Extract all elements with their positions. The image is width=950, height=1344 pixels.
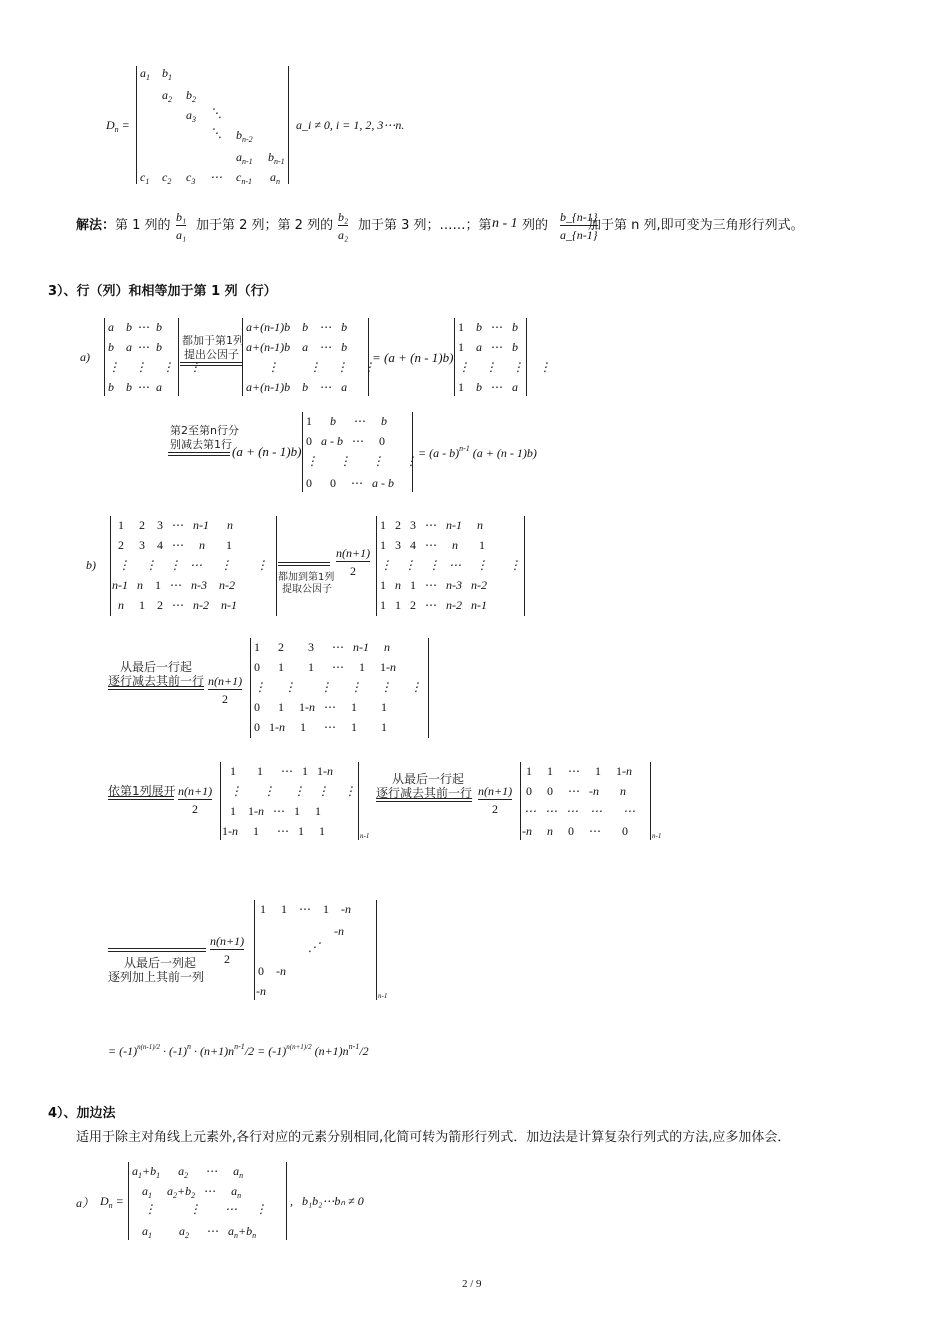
intro-c2: $c_2$ — [162, 170, 172, 186]
section4-desc: 适用于除主对角线上元素外,各行对应的元素分别相同,化简可转为箭形行列式．加边法是计算复杂行列式的方法,应多加体会． — [76, 1130, 791, 1145]
s4-d-label: $D_n$ = — [100, 1194, 124, 1210]
b-op4-top: 从最后一行起 — [392, 772, 465, 786]
b-op2-bot: 逐行减去其前一行 — [108, 674, 205, 688]
a-det1-r2: b a ⋯ b — [108, 340, 162, 354]
a-op2-arrow — [168, 452, 230, 456]
a-det4-right — [412, 412, 413, 492]
b-det4-right — [358, 762, 359, 840]
b-det4-r1: 1 1 ⋯ 1 1-n — [230, 764, 333, 778]
a-det1-r1: a b ⋯ b — [108, 320, 162, 334]
b-det6-sub: n-1 — [378, 992, 388, 1000]
b-det4-left — [220, 762, 221, 840]
s4-det-r3: ⋮ ⋮ ⋯ ⋮ — [144, 1202, 267, 1216]
a-det2-r1: a+(n-1)b b ⋯ b — [246, 320, 348, 334]
b-det1-left — [110, 516, 111, 616]
s4-condition: , b₁b₂⋯bₙ ≠ 0 — [290, 1194, 364, 1208]
a-det4-r4: 0 0 ⋯ a - b — [306, 476, 394, 490]
b-op1-bot: 提取公因子 — [282, 584, 332, 595]
b-op5-arrow — [108, 948, 206, 952]
b-det5-right — [650, 762, 651, 840]
solution-label: 解法： — [76, 218, 116, 233]
a-det2-r4: a+(n-1)b b ⋯ a — [246, 380, 348, 394]
intro-det-label: $D_n$ = — [106, 118, 130, 134]
b-factor5: n(n+1) 2 — [210, 934, 245, 966]
b-det6-left — [254, 900, 255, 1000]
b-det1-r2: 2 3 4 ⋯ n 1 — [118, 538, 232, 552]
intro-c1: $c_1$ — [140, 170, 150, 186]
b-det2-r3: ⋮ ⋮ ⋮ ⋯ ⋮ ⋮ — [380, 558, 521, 572]
b-det1-r3: ⋮ ⋮ ⋮ ⋯ ⋮ ⋮ — [118, 558, 268, 572]
a-op2-bot: 别减去第1行 — [170, 438, 232, 451]
solution-n1: n - 1 — [492, 216, 518, 231]
s4-a-label: a） — [76, 1196, 95, 1210]
b-factor1: n(n+1) 2 — [336, 546, 371, 578]
b-det5-r2: 0 0 ⋯ -n n — [526, 784, 626, 798]
part-a-label: a) — [80, 350, 90, 364]
page-number: 2 / 9 — [462, 1278, 482, 1290]
section3-heading: 3）、行（列）和相等加于第 1 列（行） — [48, 284, 277, 299]
a-det3-right — [526, 318, 527, 396]
b-op5-top: 从最后一列起 — [124, 956, 197, 970]
part-b-label: b) — [86, 558, 96, 572]
solution-text4: 列的 — [522, 218, 549, 233]
b-det5-sub: n-1 — [652, 832, 662, 840]
b-det3-r3: ⋮ ⋮ ⋮ ⋮ ⋮ ⋮ — [254, 680, 422, 694]
intro-b1: $b_1$ — [162, 66, 172, 82]
b-det5-r3: ⋯ ⋯ ⋯ ⋯ ⋯ — [524, 804, 635, 818]
a-det1-right — [178, 318, 179, 396]
b-det6-r4: 0 -n — [258, 964, 286, 978]
b-det2-right — [524, 516, 525, 616]
b-op3-arrow — [108, 796, 174, 800]
b-det3-r5: 0 1-n 1 ⋯ 1 1 — [254, 720, 387, 734]
b-det1-r4: n-1 n 1 ⋯ n-3 n-2 — [112, 578, 235, 592]
intro-an1: $a_{n-1}$ — [236, 150, 253, 166]
b-det2-r5: 1 1 2 ⋯ n-2 n-1 — [380, 598, 487, 612]
b-factor3: n(n+1) 2 — [178, 784, 213, 816]
solution-text3: 加于第 3 列；……；第 — [358, 218, 492, 233]
b-det4-r4: 1-n 1 ⋯ 1 1 — [222, 824, 325, 838]
solution-line: 解法：第 1 列的 — [76, 218, 171, 233]
b-factor4: n(n+1) 2 — [478, 784, 513, 816]
a-det3-r2: 1 a ⋯ b — [458, 340, 518, 354]
solution-text5: 加于第 n 列,即可变为三角形行列式。 — [588, 218, 804, 233]
frac2: b₂ a₂ — [338, 210, 349, 242]
b-det1-right — [276, 516, 277, 616]
b-det1-r1: 1 2 3 ⋯ n-1 n — [118, 518, 233, 532]
b-det2-r4: 1 n 1 ⋯ n-3 n-2 — [380, 578, 487, 592]
intro-condition: a_i ≠ 0, i = 1, 2, 3⋯n. — [296, 118, 405, 132]
b-op1-top: 都加到第1列 — [278, 572, 335, 583]
a-factor2: (a + (n - 1)b) — [232, 444, 302, 459]
a-det3-r3: ⋮ ⋮ ⋮ ⋮ — [458, 360, 551, 374]
b-det6-r3: ⋰ — [308, 940, 320, 954]
a-factor: = (a + (n - 1)b) — [372, 350, 454, 365]
intro-bn1: $b_{n-1}$ — [268, 150, 285, 166]
b-op4-arrow — [376, 798, 472, 802]
b-det6-r1: 1 1 ⋯ 1 -n — [260, 902, 351, 916]
b-det5-left — [520, 762, 521, 840]
a-op1-arrow — [180, 362, 242, 366]
intro-c3: $c_3$ — [186, 170, 196, 186]
b-det3-r2: 0 1 1 ⋯ 1 1-n — [254, 660, 396, 674]
intro-a2: $a_2$ — [162, 88, 172, 104]
a-det4-left — [302, 412, 303, 492]
a-det2-right — [368, 318, 369, 396]
a-det2-r2: a+(n-1)b a ⋯ b — [246, 340, 348, 354]
b-det6-r2: -n — [334, 924, 344, 938]
b-det5-r1: 1 1 ⋯ 1 1-n — [526, 764, 632, 778]
a-det2-r3: ⋮ ⋮ ⋮ ⋮ — [246, 360, 375, 374]
intro-cdots: ⋯ — [210, 170, 222, 184]
frac1: b₁ a₁ — [176, 210, 187, 242]
intro-a3: $a_3$ — [186, 108, 196, 124]
b-det3-right — [428, 638, 429, 738]
a-op1-top: 都加于第1列 — [182, 334, 244, 347]
a-det4-r1: 1 b ⋯ b — [306, 414, 387, 428]
section4-heading: 4）、加边法 — [48, 1106, 116, 1121]
a-det3-r4: 1 b ⋯ a — [458, 380, 518, 394]
a-det4-r3: ⋮ ⋮ ⋮ ⋮ — [306, 454, 417, 468]
b-op2-arrow — [108, 686, 204, 690]
b-det3-r4: 0 1 1-n ⋯ 1 1 — [254, 700, 387, 714]
a-op2-top: 第2至第n行分 — [170, 424, 239, 437]
a-result: = (a - b)$^{n-1}$ (a + (n - 1)b) — [418, 444, 537, 460]
a-det1-r4: b b ⋯ a — [108, 380, 162, 394]
a-det4-r2: 0 a - b ⋯ 0 — [306, 434, 385, 448]
a-det3-left — [454, 318, 455, 396]
b-factor2: n(n+1) 2 — [208, 674, 243, 706]
a-det3-r1: 1 b ⋯ b — [458, 320, 518, 334]
s4-det-right — [286, 1162, 287, 1240]
intro-ddots-2: ⋱ — [210, 126, 222, 140]
a-det2-left — [242, 318, 243, 396]
b-det4-sub: n-1 — [360, 832, 370, 840]
intro-bn2: $b_{n-2}$ — [236, 128, 253, 144]
b-det6-r5: -n — [256, 984, 266, 998]
b-op2-top: 从最后一行起 — [120, 660, 193, 674]
b-det2-r1: 1 2 3 ⋯ n-1 n — [380, 518, 483, 532]
intro-a1: $a_1$ — [140, 66, 150, 82]
b-final-line: = $(-1)^{n(n-1)/2} \cdot (-1)^n \cdot (n+1)n^{n-1}/2 = (-1)^{n(n+1)/2}$ $(n+1)n^{n-1}/2$ — [108, 1042, 369, 1058]
b-op5-bot: 逐列加上其前一列 — [108, 970, 205, 984]
a-op1-bot: 提出公因子 — [184, 348, 239, 361]
a-det1-left — [104, 318, 105, 396]
intro-det-right-bar — [288, 66, 289, 184]
intro-an: $a_n$ — [270, 170, 280, 186]
frac3: b_{n-1} a_{n-1} — [560, 210, 598, 242]
intro-ddots-1: ⋱ — [210, 106, 222, 120]
a-det1-r3: ⋮ ⋮ ⋮ ⋮ — [108, 360, 201, 374]
b-det1-r5: n 1 2 ⋯ n-2 n-1 — [118, 598, 237, 612]
s4-det-left — [128, 1162, 129, 1240]
b-op4-bot: 逐行减去其前一行 — [376, 786, 473, 800]
b-det2-left — [376, 516, 377, 616]
s4-det-r4: $a_1$ $a_2$ ⋯ $a_n+b_n$ — [142, 1224, 257, 1240]
b-det4-r3: 1 1-n ⋯ 1 1 — [230, 804, 321, 818]
b-det5-r4: -n n 0 ⋯ 0 — [522, 824, 628, 838]
s4-det-r2: $a_1$ $a_2+b_2$ ⋯ $a_n$ — [142, 1184, 242, 1200]
b-det3-left — [250, 638, 251, 738]
b-op1-arrow — [278, 562, 330, 566]
b-det6-right — [376, 900, 377, 1000]
intro-cn1: $c_{n-1}$ — [236, 170, 252, 186]
intro-det-left-bar — [136, 66, 137, 184]
b-det2-r2: 1 3 4 ⋯ n 1 — [380, 538, 485, 552]
b-op3: 依第1列展开 — [108, 784, 176, 798]
b-det3-r1: 1 2 3 ⋯ n-1 n — [254, 640, 390, 654]
b-det4-r2: ⋮ ⋮ ⋮ ⋮ ⋮ — [230, 784, 356, 798]
intro-b2: $b_2$ — [186, 88, 196, 104]
s4-det-r1: $a_1+b_1$ $a_2$ ⋯ $a_n$ — [132, 1164, 244, 1180]
solution-text2: 加于第 2 列；第 2 列的 — [196, 218, 334, 233]
